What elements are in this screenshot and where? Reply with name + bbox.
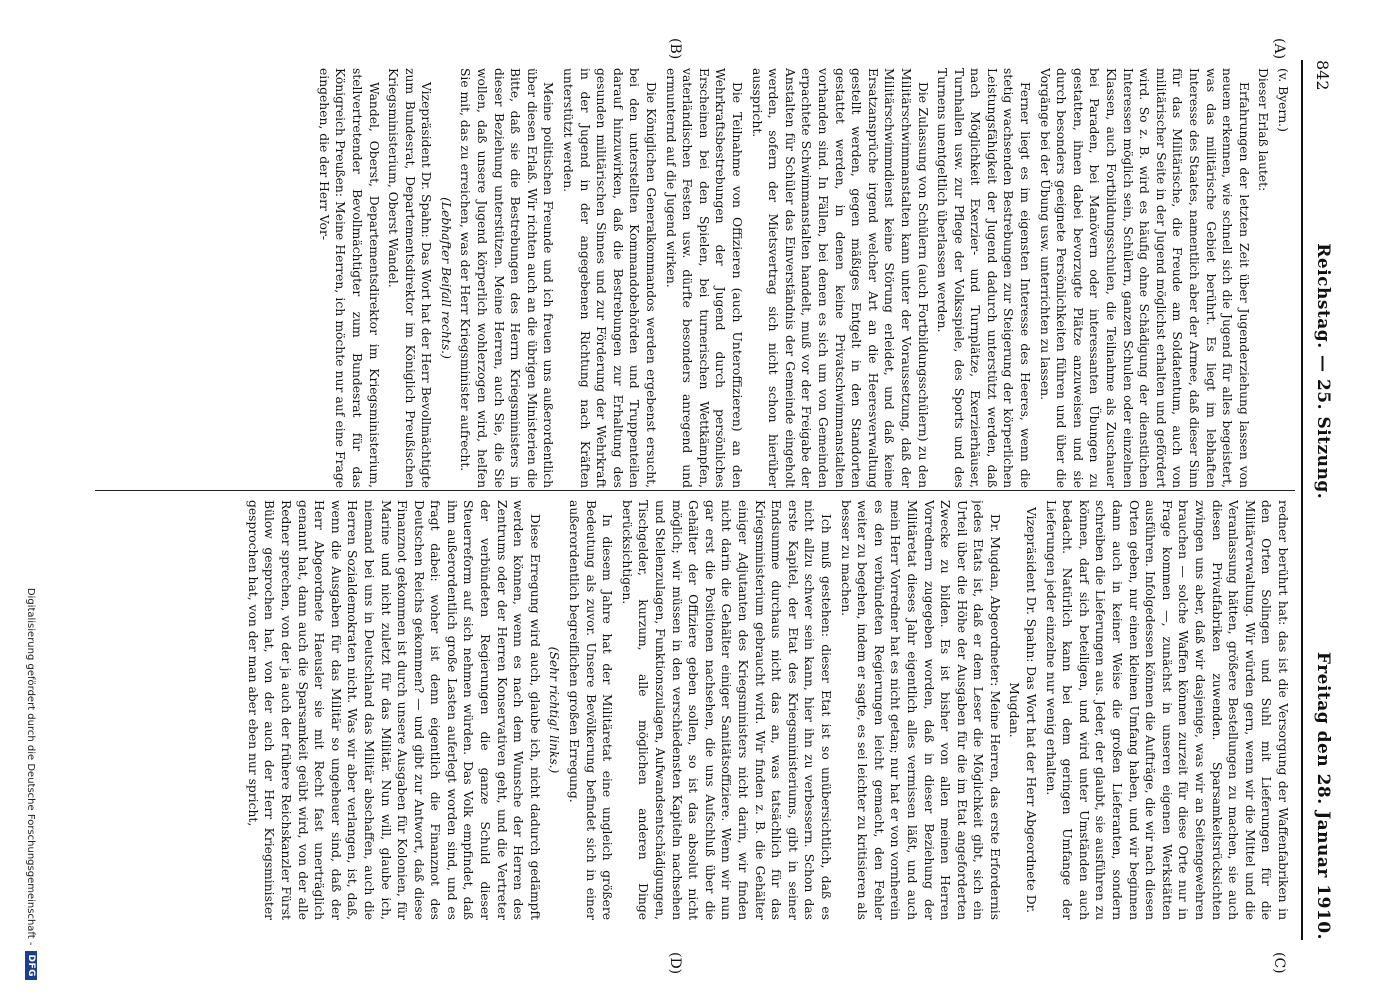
paragraph: Meine politischen Freunde und ich freuen uns außerordentlich über diesen Erlaß. Wir richten auch an die übrigen Ministerien die Bitte, daß sie die Bestrebungen des Herrn Kriegsministers in dieser Beziehung unterstützen. Meine Herren, auch Sie, die Sie wollen, daß unsere Jugend körperlich wohlerzogen wird, helfen Sie mit, das zu erreichen, was der Herr Kriegsminister aufrecht. <box>458 68 556 488</box>
digitization-note <box>25 20 37 980</box>
column-divider <box>95 490 1295 491</box>
right-column <box>91 500 1291 920</box>
margin-mark-c: (C) <box>1271 952 1287 974</box>
decree-paragraph: Erfahrungen der letzten Zeit über Jugenderziehung lassen von neuem erkennen, wie schnell sich die Jugend für alles begeistert, was das militärische Gebiet berührt. Es liegt im lebhaften Interesse des Staates, namentlich aber der Armee, daß dieser Sinn für das Militärische, die Freude am Soldatentum, auch von militärischer Seite in der Jugend möglichst erhalten und gefördert wird. So z. B. wird es häufig ohne Schädigung der dienstlichen Interessen möglich sein, Schülern, ganzen Schulen oder einzelnen Klassen, auch Fortbildungsschulen, die Teilnahme als Zuschauer bei Paraden, bei Manövern oder interessanten Übungen zu gestatten, ihnen dabei bevorzugte Plätze anzuweisen und sie durch besonders geeignete Persönlichkeiten führen und über die Vorgänge bei der Übung usw. unterrichten zu lassen. <box>1037 68 1251 488</box>
page-header <box>1301 60 1343 940</box>
margin-mark-a: (A) <box>1271 38 1287 60</box>
session-title: Reichstag. — 25. Sitzung. <box>1313 243 1333 500</box>
margin-mark-b: (B) <box>667 38 683 60</box>
speaker-paragraph: Wandel, Oberst, Departementsdirektor im Kriegsministerium, stellvertretender Bevollmächtigter zum Bundesrat für das Königreich Preußen: Meine Herren, ich möchte nur auf eine Frage eingehen, die der Herr Vor- <box>316 68 381 488</box>
paragraph: Dieser Erlaß lautet: <box>1256 68 1271 192</box>
decree-paragraph: Die Zulassung von Schülern (auch Fortbildungsschülern) zu den Militärschwimmanstalten kann unter der Voraussetzung, daß der Militärschwimmdienst keine Störung erleidet, und daß keine Ersatzansprüche irgend welcher Art an die Heeresverwaltung gestellt werden, gegen mäßiges Entgelt in den Standorten gestattet werden, in denen keine Privatschwimmanstalten vorhanden sind. In Fällen, bei denen es sich um von Gemeinden erpachtete Schwimmanstalten handelt, muß vor der Freigabe der Anstalten für Schüler das Einverständnis der Gemeinde eingeholt werden, sofern der Mietsvertrag sich nicht schon hierüber ausspricht. <box>749 68 930 488</box>
vice-president-remark: Vizepräsident Dr. Spahn: Das Wort hat der Herr Bevollmächtigte zum Bundesrat, Departementsdirektor im Königlich Preußischen Kriegsministerium, Oberst Wandel. <box>386 68 434 488</box>
vice-president-remark: Vizepräsident Dr. Spahn: Das Wort hat der Herr Abgeordnete Dr. Mugdan. <box>1007 506 1039 914</box>
margin-mark-d: (D) <box>667 952 683 975</box>
left-column <box>91 68 1291 488</box>
dfg-logo: DFG <box>25 951 37 980</box>
session-date: Freitag den 28. Januar 1910. <box>1313 651 1333 940</box>
paragraph: In diesem Jahre hat der Militäretat eine ungleich größere Bedeutung als zuvor. Unsere Bevölkerung befindet sich in einer außerordentlich begreiflichen großen Erregung. <box>567 500 615 920</box>
decree-paragraph: Ferner liegt es im eigensten Interesse des Heeres, wenn die stetig wachsenden Bestrebungen zur Steigerung der körperlichen Leistungsfähigkeit der Jugend dadurch unterstützt werden, daß nach Möglichkeit Exerzier- und Turnplätze, Exerzierhäuser, Turnhallen usw. zur Pflege der Volksspiele, des Sports und des Turnens unentgeltlich überlassen werden. <box>935 68 1033 488</box>
funding-text: Digitalisierung gefördert durch die Deutsche Forschungsgemeinschaft - <box>25 587 37 946</box>
paragraph: redner berührt hat: das ist die Versorgung der Waffenfabriken in den Orten Solingen und Suhl mit Lieferungen für die Militärverwaltung. Wir würden gern, wenn wir die Mittel und die Veranlassung hätten, größere Bestellungen zu machen, sie auch diesen Privatfabriken zuwenden. Sparsamkeitsrücksichten zwingen uns aber, daß wir dasjenige, was wir an Seitengewehren brauchen — solche Waffen können zurzeit für diese Orte nur in Frage kommen —, zunächst in unseren eigenen Werkstätten ausführen. Infolgedessen können die Aufträge, die wir nach diesen Orten geben, nur einen kleinen Umfang haben, und wir beginnen dann auch in keiner Weise die großen Lieferanten, sondern schreiben die Lieferungen aus. Jeder, der glaubt, sie ausführen zu können, darf sich beteiligen, und wird unter Umständen auch bedacht. Natürlich kann bei dem geringen Umfange der Lieferungen jeder einzelne nur wenig erhalten. <box>1043 500 1290 920</box>
applause-note: (Lebhafter Beifall rechts.) <box>438 197 453 359</box>
speaker-paragraph: Dr. Mugdan, Abgeordneter: Meine Herren, das erste Erfordernis jedes Etats ist, daß er dem Leser die Möglichkeit gibt, sich ein Urteil über die Höhe der Ausgaben für die im Etat angeforderten Zwecke zu bilden. Es ist bisher von allen meinen Herren Vorrednern zugegeben worden, daß in dieser Beziehung der Militäretat dieses Jahr eigentlich alles vermissen läßt, und auch mein Herr Vorredner hat es nicht getan; nur hat er von vornherein es den verbündeten Regierungen leicht gemacht, den Fehler weiter zu begehen, indem er sagte, es sei leichter zu kritisieren als besser zu machen. <box>838 500 1002 920</box>
page-number: 842 <box>1313 60 1333 91</box>
speaker-tag: (v. Byern.) <box>1276 68 1290 132</box>
decree-paragraph: Die Teilnahme von Offizieren (auch Unteroffizieren) an den Wehrkraftsbestrebungen der Jugend durch persönliches Erscheinen bei den Spielen, bei turnerischen Wettkämpfen, vaterländischen Festen usw. dürfte besonders anregend und ermunternd auf die Jugend wirken. <box>663 68 744 488</box>
decree-paragraph: Die Königlichen Generalkommandos werden ergebenst ersucht, bei den unterstellten Kommandobehörden und Truppenteilen darauf hinzuwirken, daß die Bestrebungen zur Erhaltung des gesunden militärischen Sinnes und zur Förderung der Wehrkraft in der Jugend in der angegebenen Richtung nach Kräften unterstützt werden. <box>561 68 659 488</box>
interjection-note: (Sehr richtig! links.) <box>547 646 562 774</box>
paragraph: Diese Erregung wird auch, glaube ich, nicht dadurch gedämpft werden können, wenn es nach dem Wunsche der Herren des Zentrums oder der Herren Konservativen geht, und die Vertreter der verbündeten Regierungen die ganze Schuld dieser Steuerreform auf sich nehmen würden. Das Volk empfindet, daß ihm außerordentlich große Lasten auferlegt worden sind, und es fragt dabei: woher ist denn eigentlich die Finanznot des Deutschen Reichs gekommen? — und gibt zur Antwort, daß diese Finanznot gekommen ist durch unsere Ausgaben für Kolonien, für Marine und nicht zuletzt für das Militär. Nun will, glaube ich, niemand bei uns in Deutschland das Militär abschaffen, auch die Herren Sozialdemokraten nicht. Was wir aber verlangen, ist, daß, wenn die Ausgaben für das Militär so ungeheuer sind, daß der Herr Abgeordnete Haeusler sie mit Recht fast unerträglich genannt hat, dann auch die Sparsamkeit geübt wird, von der alle Redner sprechen, von der ja auch der frühere Reichskanzler Fürst Bülow gesprochen hat, von der auch der Herr Kriegsminister gesprochen hat, von der man aber eben nur spricht, <box>245 500 542 920</box>
paragraph: Ich muß gestehen: dieser Etat ist so unübersichtlich, daß es nicht allzu schwer sein kann, hier ihn zu verbessern. Schon das erste Kapitel, der Etat des Kriegsministeriums, gibt in seiner Endsumme durchaus nicht das an, was tatsächlich für das Kriegsministerium gebraucht wird. Wir finden z. B. die Gehälter einiger Adjutanten des Kriegsministers nicht darin, wir finden nicht darin die Gehälter einiger Sanitätsoffiziere. Wenn wir nun gar erst die Positionen nachsehen, die uns Aufschluß über die Gehälter der Offiziere geben sollen, so ist das absolut nicht möglich; wir müssen in den verschiedensten Kapiteln nachsehen und Stellenzulagen, Funktionszulagen, Aufwandsentschädigungen, Tischgelder, kurzum, alle möglichen anderen Dinge berücksichtigen. <box>619 500 833 920</box>
